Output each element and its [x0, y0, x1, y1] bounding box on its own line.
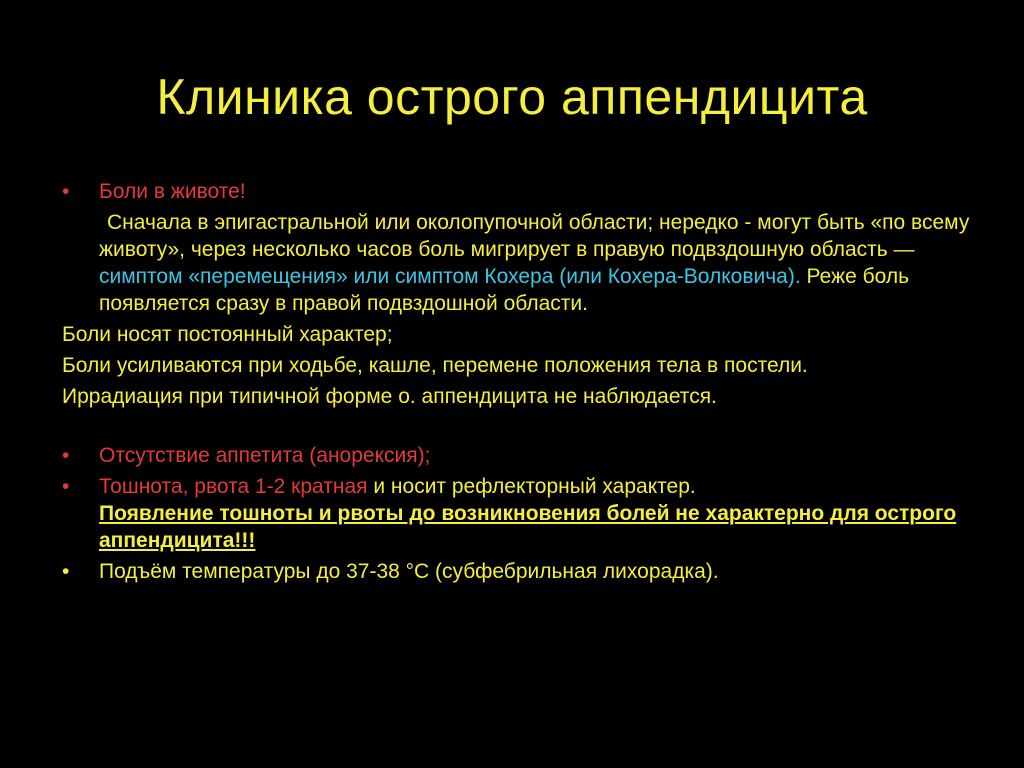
slide-title: Клиника острого аппендицита [156, 69, 868, 125]
nausea-rest: и носит рефлекторный характер. [367, 475, 696, 498]
pain-symptom: симптом «перемещения» или симптом Кохера (или Кохера-Волковича). [99, 265, 801, 288]
line-worsen: Боли усиливаются при ходьбе, кашле, перемене положения тела в постели. [62, 354, 808, 377]
pain-header: Боли в животе! [99, 180, 246, 203]
pain-detail-1: Сначала в эпигастральной или околопупочной области; нередко - могут быть «по всему животу», через несколько часов боль мигрирует в правую подвздошную область — [99, 211, 970, 261]
nausea-emphasis: Появление тошноты и рвоты до возникновения болей не характерно для острого аппендицита!!! [99, 502, 957, 552]
nausea-red: Тошнота, рвота 1-2 кратная [99, 475, 368, 498]
bullet-temperature [62, 558, 982, 585]
pain-detail-2: Реже боль появляется сразу в правой подвздошной области. [99, 265, 910, 315]
pain-detail-paragraph [62, 209, 982, 317]
bullet-nausea [62, 473, 982, 554]
anorexia-text: Отсутствие аппетита (анорексия); [99, 444, 431, 467]
spacer [62, 410, 982, 442]
line-constant: Боли носят постоянный характер; [62, 323, 393, 346]
temperature-text: Подъём температуры до 37-38 °С (субфебрильная лихорадка). [99, 560, 719, 583]
bullet-anorexia [62, 442, 982, 469]
bullet-pain [62, 178, 982, 205]
line-irradiation: Иррадиация при типичной форме о. аппендицита не наблюдается. [62, 385, 717, 408]
slide-body [62, 178, 982, 585]
